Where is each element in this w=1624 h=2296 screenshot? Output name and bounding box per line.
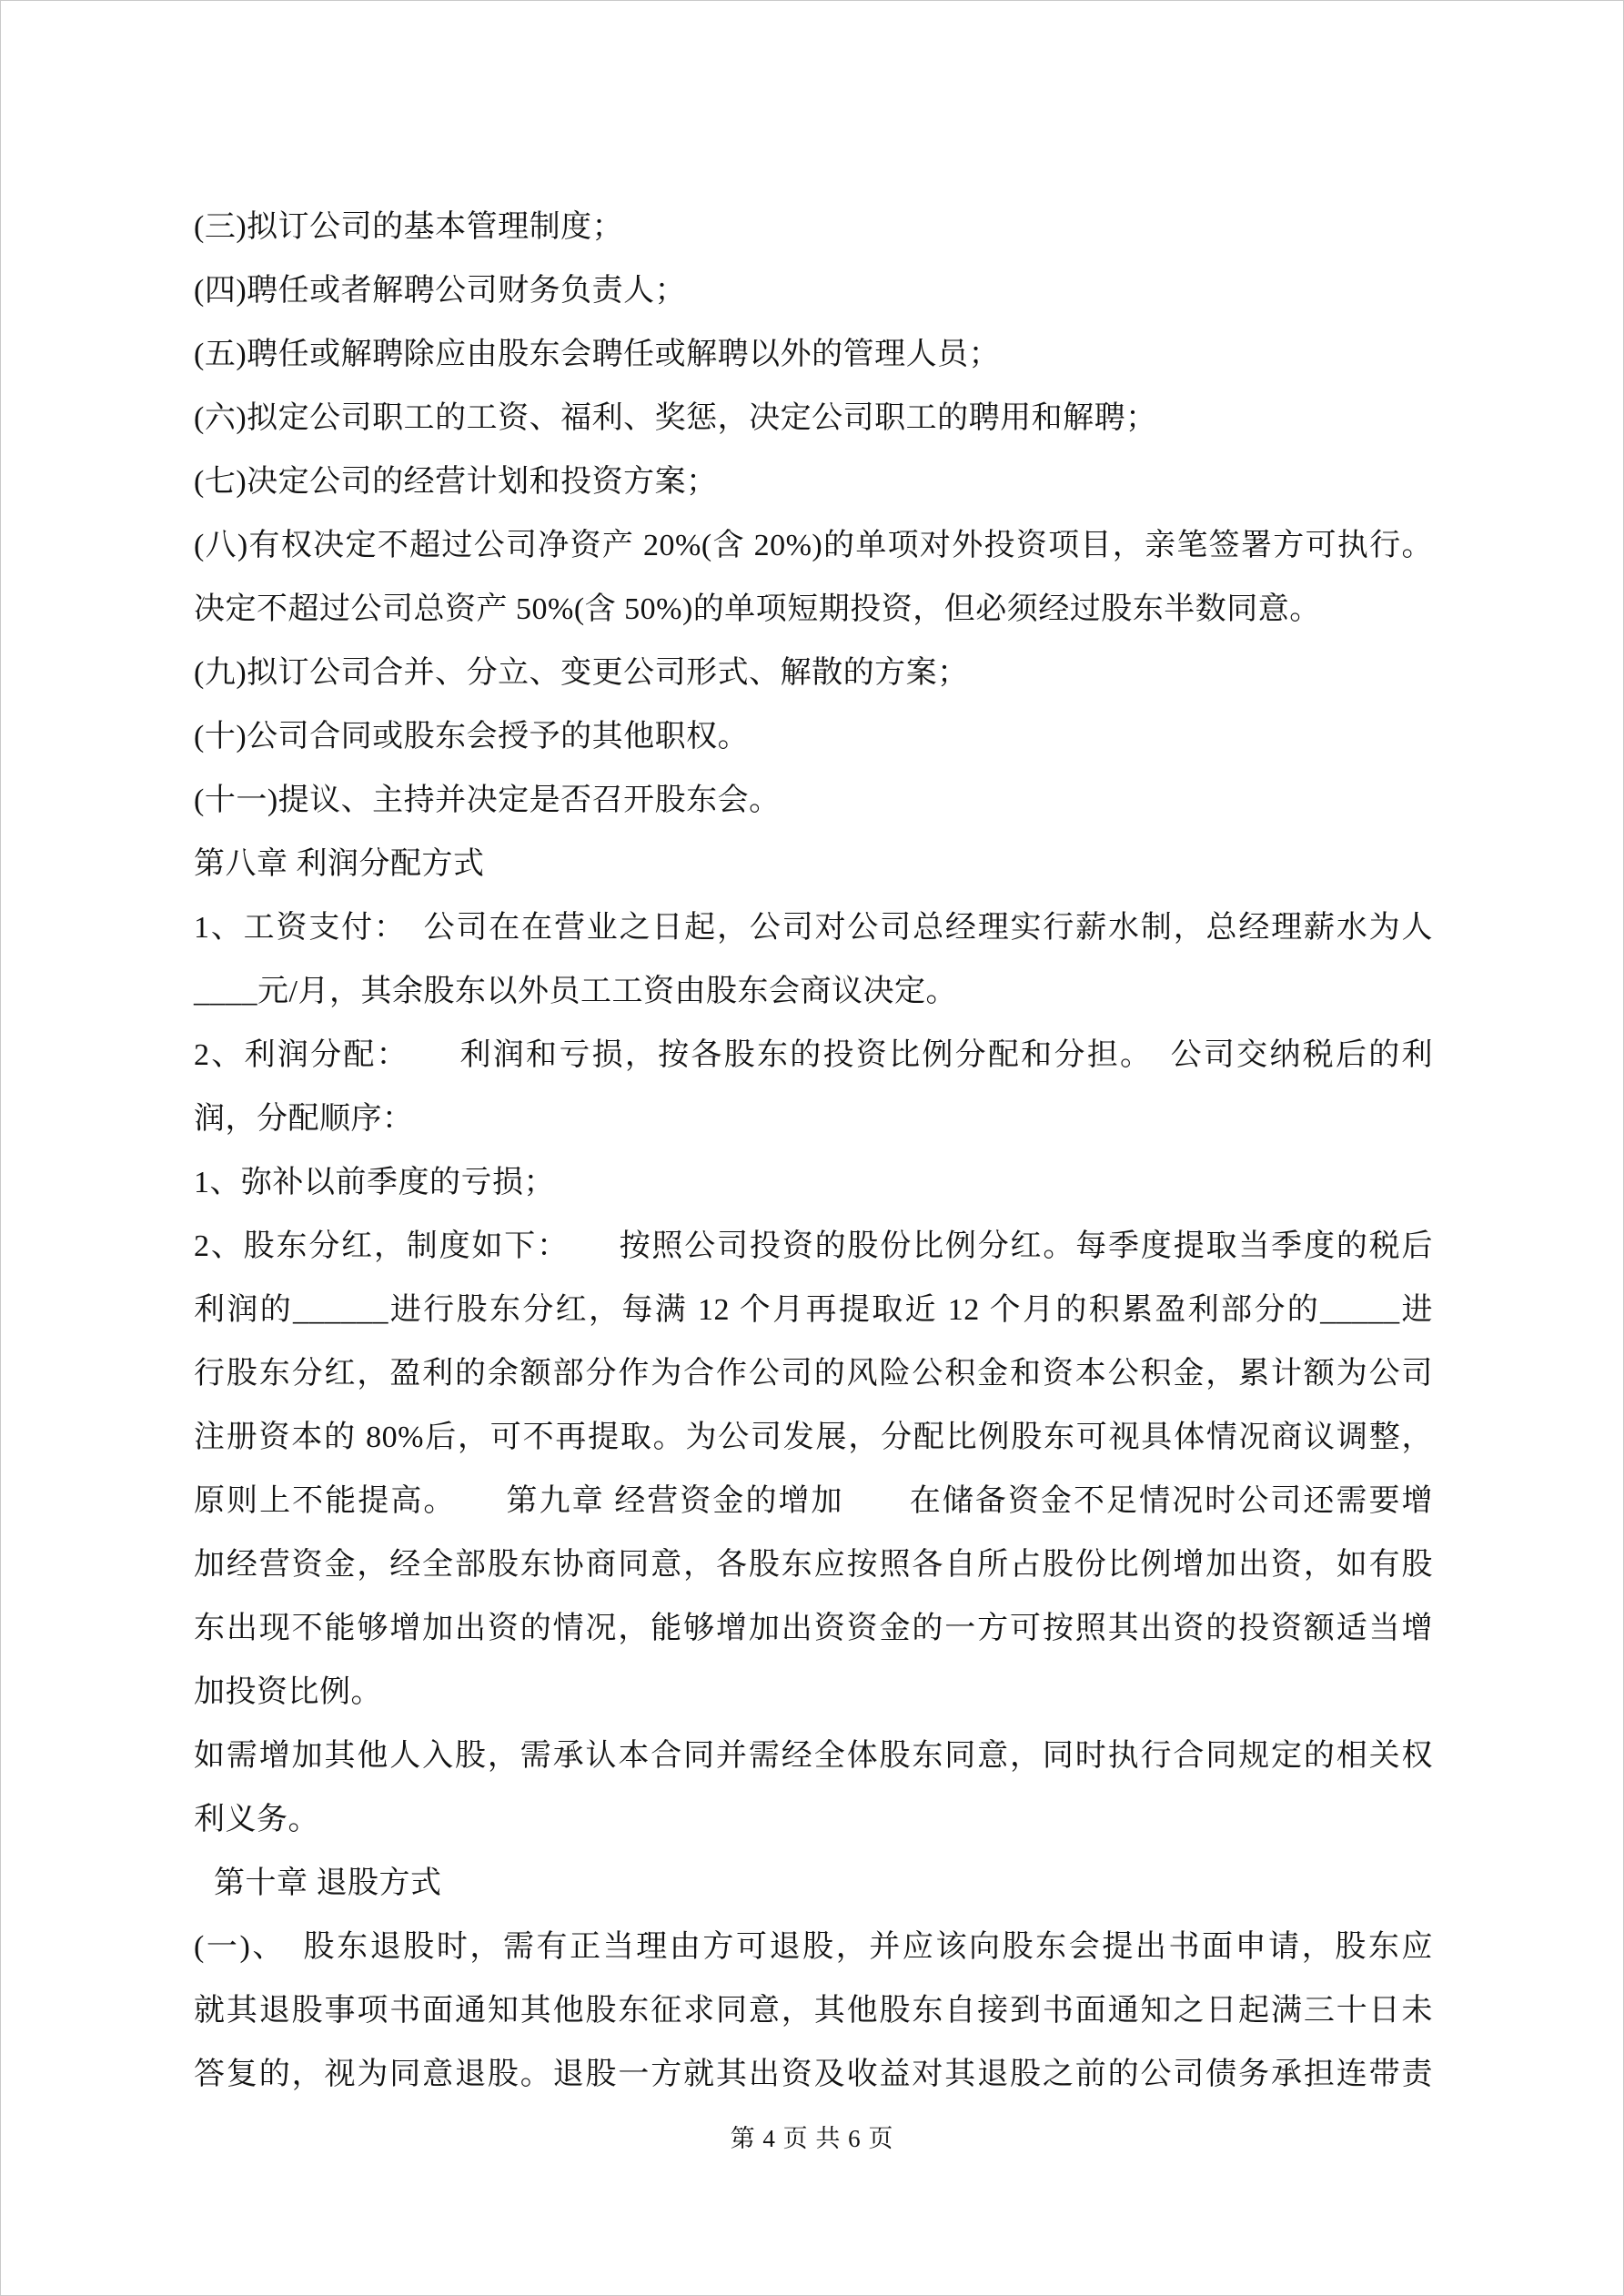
text-line: 加经营资金，经全部股东协商同意，各股东应按照各自所占股份比例增加出资，如有股 xyxy=(194,1548,1433,1582)
text-line: (十一)提议、主持并决定是否召开股东会。 xyxy=(194,784,781,817)
document-body xyxy=(194,196,1433,2107)
text-line: 润，分配顺序： xyxy=(194,1102,414,1136)
text-line: 决定不超过公司总资产 50%(含 50%)的单项短期投资，但必须经过股东半数同意。 xyxy=(194,592,1321,626)
text-line: (一)、 股东退股时，需有正当理由方可退股，并应该向股东会提出书面申请，股东应 xyxy=(194,1930,1433,1964)
text-line: 利义务。 xyxy=(194,1803,319,1836)
text-line: 注册资本的 80%后，可不再提取。为公司发展，分配比例股东可视具体情况商议调整， xyxy=(194,1421,1433,1454)
text-line: 东出现不能够增加出资的情况，能够增加出资资金的一方可按照其出资的投资额适当增 xyxy=(194,1612,1433,1645)
text-line: (九)拟订公司合并、分立、变更公司形式、解散的方案； xyxy=(194,656,969,690)
chapter-heading: 第八章 利润分配方式 xyxy=(194,847,485,881)
text-line: (七)决定公司的经营计划和投资方案； xyxy=(194,465,718,499)
text-line: (十)公司合同或股东会授予的其他职权。 xyxy=(194,720,750,754)
blank-field-line: ____元/月，其余股东以外员工工资由股东会商议决定。 xyxy=(194,975,957,1008)
text-line: 加投资比例。 xyxy=(194,1675,382,1709)
blank-field-line: 利润的______进行股东分红，每满 12 个月再提取近 12 个月的积累盈利部分的_____进 xyxy=(194,1293,1433,1327)
text-line: 原则上不能提高。 第九章 经营资金的增加 在储备资金不足情况时公司还需要增 xyxy=(194,1484,1433,1518)
text-line: (五)聘任或解聘除应由股东会聘任或解聘以外的管理人员； xyxy=(194,338,1001,371)
chapter-heading: 第十章 退股方式 xyxy=(214,1866,442,1900)
text-line: (三)拟订公司的基本管理制度； xyxy=(194,210,624,244)
text-line: (八)有权决定不超过公司净资产 20%(含 20%)的单项对外投资项目，亲笔签署方可执行。 xyxy=(194,529,1433,562)
text-line: 就其退股事项书面通知其他股东征求同意，其他股东自接到书面通知之日起满三十日未 xyxy=(194,1994,1433,2028)
text-line: 行股东分红，盈利的余额部分作为合作公司的风险公积金和资本公积金，累计额为公司 xyxy=(194,1357,1433,1391)
text-line: 答复的，视为同意退股。退股一方就其出资及收益对其退股之前的公司债务承担连带责 xyxy=(194,2058,1433,2091)
text-line: (四)聘任或者解聘公司财务负责人； xyxy=(194,274,687,308)
text-line: 1、弥补以前季度的亏损； xyxy=(194,1166,555,1199)
text-line: 2、利润分配： 利润和亏损，按各股东的投资比例分配和分担。 公司交纳税后的利 xyxy=(194,1038,1433,1072)
text-line: 如需增加其他人入股，需承认本合同并需经全体股东同意，同时执行合同规定的相关权 xyxy=(194,1739,1433,1773)
text-line: (六)拟定公司职工的工资、福利、奖惩，决定公司职工的聘用和解聘； xyxy=(194,401,1157,435)
text-line: 1、工资支付： 公司在在营业之日起，公司对公司总经理实行薪水制，总经理薪水为人 xyxy=(194,911,1433,945)
page-number: 第 4 页 共 6 页 xyxy=(730,2125,894,2152)
text-line: 2、股东分红，制度如下： 按照公司投资的股份比例分红。每季度提取当季度的税后 xyxy=(194,1229,1433,1263)
